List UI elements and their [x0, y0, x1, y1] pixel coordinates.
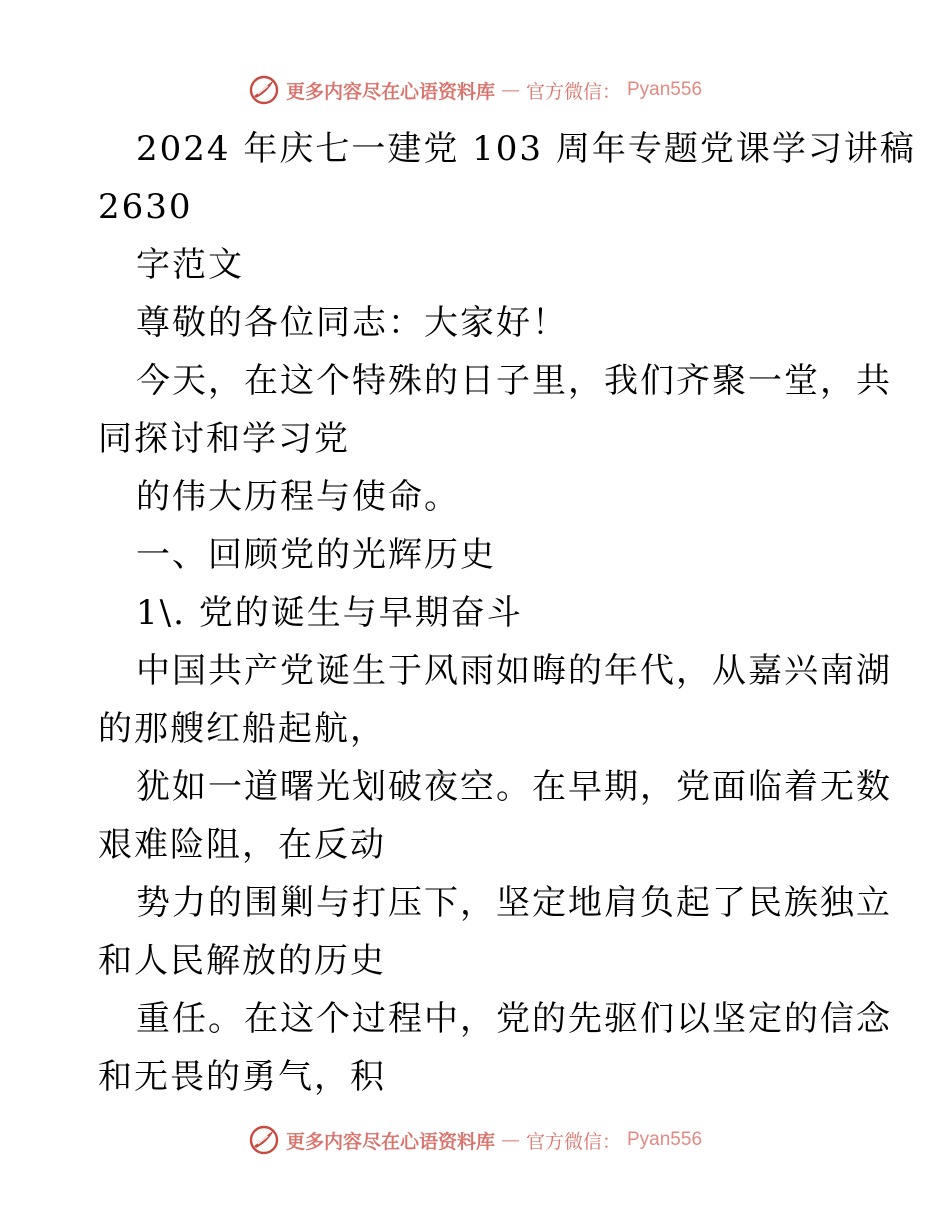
banner-wechat-id: Pyan556	[627, 79, 703, 100]
banner-separator: —	[500, 1129, 520, 1151]
text-line: 犹如一道曙光划破夜空。在早期，党面临着无数	[136, 767, 892, 807]
banner-separator: —	[500, 79, 520, 101]
quill-logo-icon	[248, 74, 280, 106]
text-line: 2630	[98, 187, 193, 227]
text-line: 和人民解放的历史	[98, 941, 386, 981]
banner-site-name: 更多内容尽在心语资料库	[285, 1130, 495, 1153]
text-line: 中国共产党诞生于风雨如晦的年代，从嘉兴南湖	[136, 651, 892, 691]
banner-wechat-label: 官方微信：	[525, 80, 621, 103]
text-line: 重任。在这个过程中，党的先驱们以坚定的信念	[136, 999, 892, 1039]
document-body	[98, 120, 916, 1106]
banner-wechat-label: 官方微信：	[525, 1130, 621, 1153]
text-line: 势力的围剿与打压下，坚定地肩负起了民族独立	[136, 883, 892, 923]
header-banner	[0, 70, 950, 110]
text-line: 1\. 党的诞生与早期奋斗	[136, 593, 523, 633]
text-line: 尊敬的各位同志：大家好！	[136, 303, 568, 343]
text-line: 和无畏的勇气，积	[98, 1057, 386, 1097]
text-line: 2024 年庆七一建党 103 周年专题党课学习讲稿	[136, 129, 916, 169]
text-line: 字范文	[136, 245, 244, 285]
banner-wechat-id: Pyan556	[627, 1129, 703, 1150]
quill-logo-icon	[248, 1124, 280, 1156]
text-line: 今天，在这个特殊的日子里，我们齐聚一堂，共	[136, 361, 892, 401]
banner-inner	[248, 74, 702, 106]
text-line: 同探讨和学习党	[98, 419, 350, 459]
text-line: 一、回顾党的光辉历史	[136, 535, 496, 575]
footer-banner	[0, 1120, 950, 1160]
text-line: 的那艘红船起航，	[98, 709, 386, 749]
banner-site-name: 更多内容尽在心语资料库	[285, 80, 495, 103]
banner-inner	[248, 1124, 702, 1156]
text-line: 的伟大历程与使命。	[136, 477, 460, 517]
text-line: 艰难险阻，在反动	[98, 825, 386, 865]
